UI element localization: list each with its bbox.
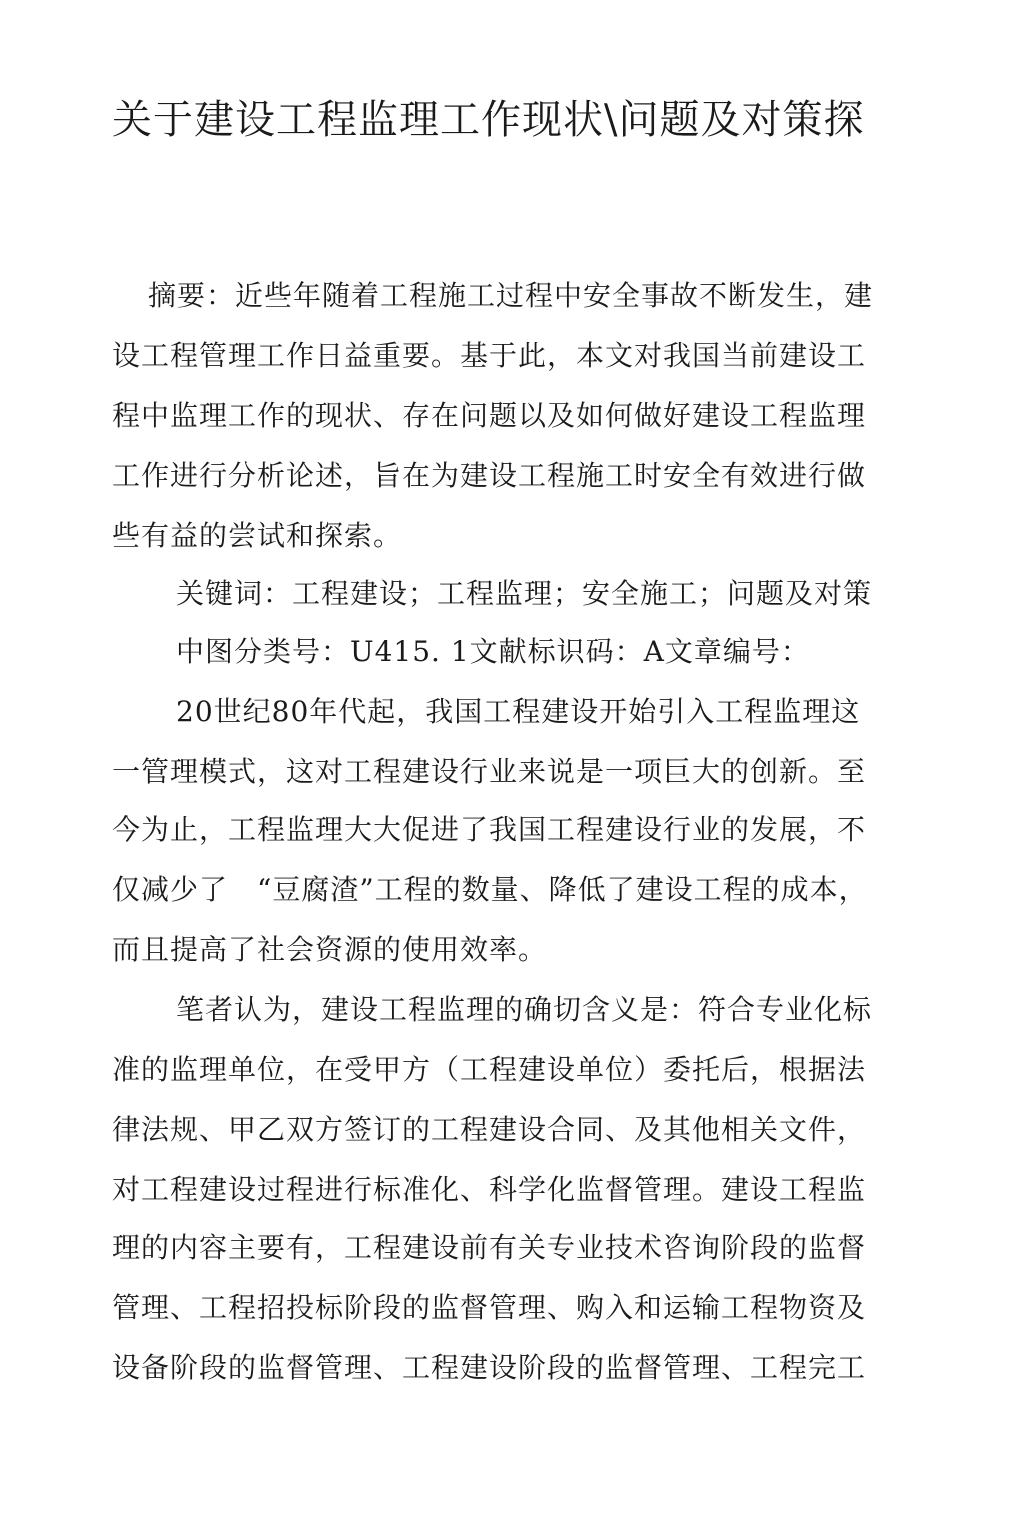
abstract-line: 设工程管理工作日益重要。基于此，本文对我国当前建设工 xyxy=(112,339,867,372)
abstract-line: 程中监理工作的现状、存在问题以及如何做好建设工程监理 xyxy=(112,399,867,432)
paragraph-line: 律法规、甲乙双方签订的工程建设合同、及其他相关文件， xyxy=(112,1113,867,1146)
paragraph-line: 管理、工程招投标阶段的监督管理、购入和运输工程物资及 xyxy=(112,1291,867,1324)
paragraph-line: 设备阶段的监督管理、工程建设阶段的监督管理、工程完工 xyxy=(112,1351,867,1384)
document-title: 关于建设工程监理工作现状\问题及对策探 xyxy=(112,97,865,143)
paragraph-line: 一管理模式，这对工程建设行业来说是一项巨大的创新。至 xyxy=(112,755,867,788)
abstract-line: 些有益的尝试和探索。 xyxy=(112,519,403,552)
paragraph-line: 理的内容主要有，工程建设前有关专业技术咨询阶段的监督 xyxy=(112,1231,867,1264)
abstract-line: 摘要：近些年随着工程施工过程中安全事故不断发生，建 xyxy=(148,279,874,312)
paragraph-line: 对工程建设过程进行标准化、科学化监督管理。建设工程监 xyxy=(112,1173,867,1206)
paragraph-line: 今为止，工程监理大大促进了我国工程建设行业的发展，不 xyxy=(112,813,867,846)
paragraph-line: 20世纪80年代起，我国工程建设开始引入工程监理这 xyxy=(176,695,861,728)
paragraph-line: 准的监理单位，在受甲方（工程建设单位）委托后，根据法 xyxy=(112,1053,867,1086)
abstract-line: 工作进行分析论述，旨在为建设工程施工时安全有效进行做 xyxy=(112,459,867,492)
paragraph-line: 笔者认为，建设工程监理的确切含义是：符合专业化标 xyxy=(176,993,873,1026)
paragraph-line: 仅减少了 “豆腐渣”工程的数量、降低了建设工程的成本， xyxy=(112,873,868,906)
keywords-line: 关键词：工程建设；工程监理；安全施工；问题及对策 xyxy=(176,577,873,610)
paragraph-line: 而且提高了社会资源的使用效率。 xyxy=(112,933,548,966)
classification-line: 中图分类号：U415. 1文献标识码：A文章编号： xyxy=(176,635,810,668)
